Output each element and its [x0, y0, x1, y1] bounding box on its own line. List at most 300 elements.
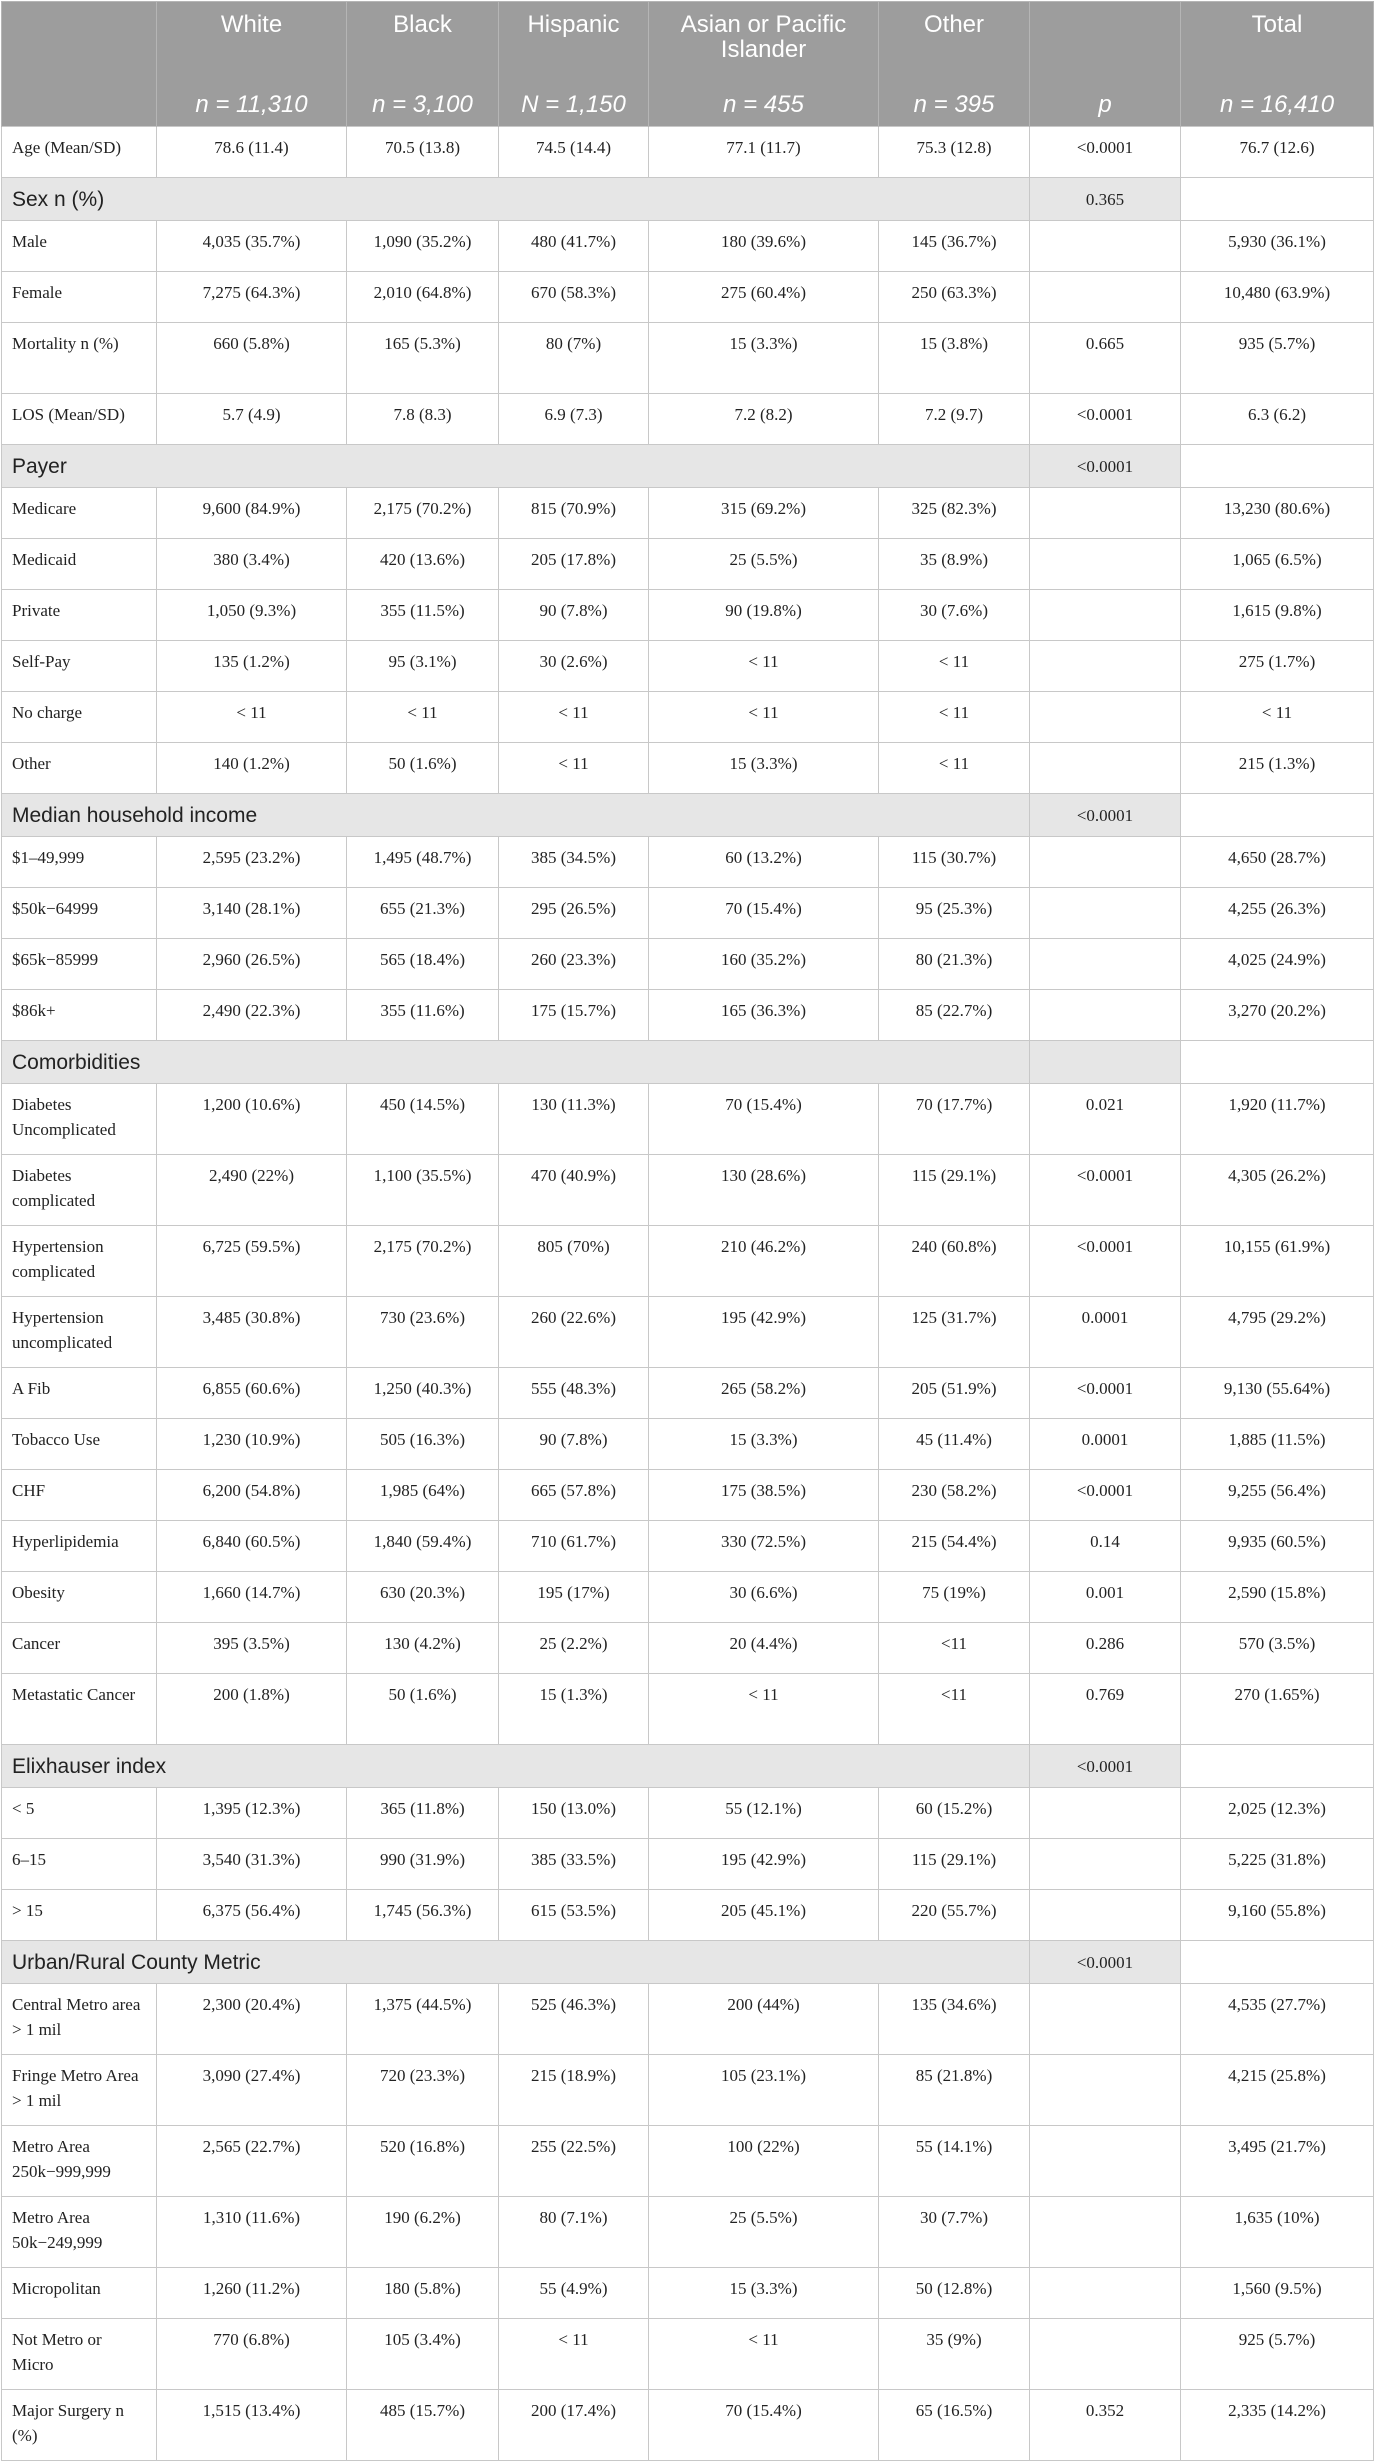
table-row: [2, 1368, 1374, 1419]
row-label: Mortality n (%): [2, 323, 157, 394]
cell-p-value: 0.352: [1030, 2390, 1181, 2461]
cell-hispanic: 150 (13.0%): [499, 1788, 649, 1839]
cell-p-value: 0.0001: [1030, 1419, 1181, 1470]
row-label: Obesity: [2, 1572, 157, 1623]
cell-asian-pacific-islander: 60 (13.2%): [649, 837, 879, 888]
cell-asian-pacific-islander: 100 (22%): [649, 2126, 879, 2197]
cell-white: 2,595 (23.2%): [157, 837, 347, 888]
cell-other: 115 (29.1%): [879, 1839, 1030, 1890]
table-row: [2, 1623, 1374, 1674]
cell-total: 935 (5.7%): [1181, 323, 1374, 394]
cell-other: 325 (82.3%): [879, 488, 1030, 539]
row-label: Hypertension uncomplicated: [2, 1297, 157, 1368]
table-row: [2, 837, 1374, 888]
count-hispanic: N = 1,150: [499, 82, 649, 127]
cell-asian-pacific-islander: 77.1 (11.7): [649, 127, 879, 178]
section-header-row: [2, 794, 1374, 837]
table-row: [2, 1572, 1374, 1623]
cell-other: 215 (54.4%): [879, 1521, 1030, 1572]
cell-asian-pacific-islander: 70 (15.4%): [649, 888, 879, 939]
section-title: Payer: [2, 445, 1030, 488]
cell-white: 2,960 (26.5%): [157, 939, 347, 990]
cell-total: 270 (1.65%): [1181, 1674, 1374, 1745]
cell-white: 1,200 (10.6%): [157, 1084, 347, 1155]
cell-other: 45 (11.4%): [879, 1419, 1030, 1470]
cell-total: 10,155 (61.9%): [1181, 1226, 1374, 1297]
cell-asian-pacific-islander: 15 (3.3%): [649, 1419, 879, 1470]
section-total-blank: [1181, 445, 1374, 488]
cell-p-value: [1030, 743, 1181, 794]
table-row: [2, 1521, 1374, 1572]
cell-hispanic: 15 (1.3%): [499, 1674, 649, 1745]
row-label: > 15: [2, 1890, 157, 1941]
cell-asian-pacific-islander: 180 (39.6%): [649, 221, 879, 272]
row-label: Metastatic Cancer: [2, 1674, 157, 1745]
cell-white: 3,090 (27.4%): [157, 2055, 347, 2126]
cell-asian-pacific-islander: < 11: [649, 1674, 879, 1745]
section-total-blank: [1181, 1941, 1374, 1984]
cell-hispanic: 665 (57.8%): [499, 1470, 649, 1521]
cell-p-value: <0.0001: [1030, 127, 1181, 178]
cell-white: 1,230 (10.9%): [157, 1419, 347, 1470]
cell-other: 125 (31.7%): [879, 1297, 1030, 1368]
cell-asian-pacific-islander: 200 (44%): [649, 1984, 879, 2055]
cell-asian-pacific-islander: 90 (19.8%): [649, 590, 879, 641]
cell-asian-pacific-islander: 175 (38.5%): [649, 1470, 879, 1521]
cell-asian-pacific-islander: 205 (45.1%): [649, 1890, 879, 1941]
cell-white: 200 (1.8%): [157, 1674, 347, 1745]
cell-black: 7.8 (8.3): [347, 394, 499, 445]
cell-other: 145 (36.7%): [879, 221, 1030, 272]
cell-hispanic: 25 (2.2%): [499, 1623, 649, 1674]
cell-total: 76.7 (12.6): [1181, 127, 1374, 178]
cell-black: 165 (5.3%): [347, 323, 499, 394]
cell-hispanic: 80 (7%): [499, 323, 649, 394]
cell-white: 1,660 (14.7%): [157, 1572, 347, 1623]
cell-black: 1,250 (40.3%): [347, 1368, 499, 1419]
cell-white: 9,600 (84.9%): [157, 488, 347, 539]
cell-asian-pacific-islander: 55 (12.1%): [649, 1788, 879, 1839]
cell-total: 275 (1.7%): [1181, 641, 1374, 692]
cell-black: 365 (11.8%): [347, 1788, 499, 1839]
cell-black: 1,090 (35.2%): [347, 221, 499, 272]
cell-total: 215 (1.3%): [1181, 743, 1374, 794]
table-row: [2, 1674, 1374, 1745]
cell-total: 10,480 (63.9%): [1181, 272, 1374, 323]
cell-p-value: 0.769: [1030, 1674, 1181, 1745]
row-label: $50k−64999: [2, 888, 157, 939]
cell-p-value: [1030, 641, 1181, 692]
cell-black: 720 (23.3%): [347, 2055, 499, 2126]
row-label: Diabetes complicated: [2, 1155, 157, 1226]
cell-other: 115 (30.7%): [879, 837, 1030, 888]
section-title: Comorbidities: [2, 1041, 1030, 1084]
cell-black: 520 (16.8%): [347, 2126, 499, 2197]
cell-p-value: [1030, 1984, 1181, 2055]
cell-asian-pacific-islander: 15 (3.3%): [649, 323, 879, 394]
table-row: [2, 1297, 1374, 1368]
cell-total: 4,215 (25.8%): [1181, 2055, 1374, 2126]
cell-white: 395 (3.5%): [157, 1623, 347, 1674]
cell-black: 1,745 (56.3%): [347, 1890, 499, 1941]
cell-black: 70.5 (13.8): [347, 127, 499, 178]
count-asian-pacific-islander: n = 455: [649, 82, 879, 127]
section-header-row: [2, 1041, 1374, 1084]
cell-total: 925 (5.7%): [1181, 2319, 1374, 2390]
cell-total: 4,305 (26.2%): [1181, 1155, 1374, 1226]
cell-hispanic: 555 (48.3%): [499, 1368, 649, 1419]
cell-black: 485 (15.7%): [347, 2390, 499, 2461]
section-total-blank: [1181, 1041, 1374, 1084]
cell-other: 85 (21.8%): [879, 2055, 1030, 2126]
cell-p-value: <0.0001: [1030, 1226, 1181, 1297]
cell-white: 7,275 (64.3%): [157, 272, 347, 323]
cell-asian-pacific-islander: < 11: [649, 641, 879, 692]
cell-asian-pacific-islander: 165 (36.3%): [649, 990, 879, 1041]
cell-white: < 11: [157, 692, 347, 743]
cell-other: 85 (22.7%): [879, 990, 1030, 1041]
row-label: Metro Area 250k−999,999: [2, 2126, 157, 2197]
cell-other: < 11: [879, 743, 1030, 794]
cell-hispanic: 130 (11.3%): [499, 1084, 649, 1155]
row-label: $65k−85999: [2, 939, 157, 990]
cell-white: 3,540 (31.3%): [157, 1839, 347, 1890]
cell-hispanic: 90 (7.8%): [499, 590, 649, 641]
cell-hispanic: < 11: [499, 692, 649, 743]
cell-white: 6,840 (60.5%): [157, 1521, 347, 1572]
cell-total: 9,130 (55.64%): [1181, 1368, 1374, 1419]
cell-black: 1,375 (44.5%): [347, 1984, 499, 2055]
cell-p-value: [1030, 888, 1181, 939]
cell-black: 655 (21.3%): [347, 888, 499, 939]
cell-p-value: [1030, 488, 1181, 539]
cell-p-value: [1030, 272, 1181, 323]
cell-white: 140 (1.2%): [157, 743, 347, 794]
table-row: [2, 539, 1374, 590]
cell-other: 30 (7.7%): [879, 2197, 1030, 2268]
cell-white: 4,035 (35.7%): [157, 221, 347, 272]
cell-black: 50 (1.6%): [347, 743, 499, 794]
section-total-blank: [1181, 794, 1374, 837]
cell-other: < 11: [879, 641, 1030, 692]
cell-p-value: [1030, 2319, 1181, 2390]
table-row: [2, 1984, 1374, 2055]
cell-black: 565 (18.4%): [347, 939, 499, 990]
cell-other: 115 (29.1%): [879, 1155, 1030, 1226]
cell-total: 4,255 (26.3%): [1181, 888, 1374, 939]
row-label: Major Surgery n (%): [2, 2390, 157, 2461]
cell-hispanic: < 11: [499, 743, 649, 794]
table-row: [2, 888, 1374, 939]
cell-total: 5,225 (31.8%): [1181, 1839, 1374, 1890]
cell-white: 2,490 (22.3%): [157, 990, 347, 1041]
cell-white: 5.7 (4.9): [157, 394, 347, 445]
table-header: [2, 2, 1374, 127]
cell-p-value: [1030, 221, 1181, 272]
cell-black: 1,495 (48.7%): [347, 837, 499, 888]
row-label: A Fib: [2, 1368, 157, 1419]
cell-white: 2,565 (22.7%): [157, 2126, 347, 2197]
cell-hispanic: 260 (22.6%): [499, 1297, 649, 1368]
count-other: n = 395: [879, 82, 1030, 127]
cell-asian-pacific-islander: 15 (3.3%): [649, 743, 879, 794]
cell-black: 505 (16.3%): [347, 1419, 499, 1470]
table-row: [2, 2390, 1374, 2461]
cell-p-value: [1030, 590, 1181, 641]
table-row: [2, 2268, 1374, 2319]
cell-black: 105 (3.4%): [347, 2319, 499, 2390]
cell-other: 240 (60.8%): [879, 1226, 1030, 1297]
cell-asian-pacific-islander: 30 (6.6%): [649, 1572, 879, 1623]
cell-hispanic: 710 (61.7%): [499, 1521, 649, 1572]
row-label: Age (Mean/SD): [2, 127, 157, 178]
row-label: Micropolitan: [2, 2268, 157, 2319]
row-label: CHF: [2, 1470, 157, 1521]
cell-white: 1,050 (9.3%): [157, 590, 347, 641]
row-label: No charge: [2, 692, 157, 743]
cell-asian-pacific-islander: 210 (46.2%): [649, 1226, 879, 1297]
row-label: Metro Area 50k−249,999: [2, 2197, 157, 2268]
cell-hispanic: 470 (40.9%): [499, 1155, 649, 1226]
table-row: [2, 1226, 1374, 1297]
cell-hispanic: 670 (58.3%): [499, 272, 649, 323]
header-asian-pacific-islander: Asian or Pacific Islander: [649, 2, 879, 83]
cell-total: 1,885 (11.5%): [1181, 1419, 1374, 1470]
count-black: n = 3,100: [347, 82, 499, 127]
table-row: [2, 1839, 1374, 1890]
cell-p-value: [1030, 939, 1181, 990]
cell-p-value: [1030, 2197, 1181, 2268]
cell-total: 3,495 (21.7%): [1181, 2126, 1374, 2197]
cell-asian-pacific-islander: 25 (5.5%): [649, 539, 879, 590]
cell-hispanic: 195 (17%): [499, 1572, 649, 1623]
cell-total: 2,590 (15.8%): [1181, 1572, 1374, 1623]
cell-p-value: [1030, 539, 1181, 590]
cell-asian-pacific-islander: 265 (58.2%): [649, 1368, 879, 1419]
table-row: [2, 1470, 1374, 1521]
section-header-row: [2, 1941, 1374, 1984]
cell-p-value: 0.14: [1030, 1521, 1181, 1572]
cell-total: 4,650 (28.7%): [1181, 837, 1374, 888]
cell-total: 1,615 (9.8%): [1181, 590, 1374, 641]
cell-white: 6,725 (59.5%): [157, 1226, 347, 1297]
row-label: Not Metro or Micro: [2, 2319, 157, 2390]
cell-hispanic: 90 (7.8%): [499, 1419, 649, 1470]
cell-asian-pacific-islander: 330 (72.5%): [649, 1521, 879, 1572]
cell-other: 35 (9%): [879, 2319, 1030, 2390]
cell-other: <11: [879, 1674, 1030, 1745]
cell-asian-pacific-islander: 70 (15.4%): [649, 2390, 879, 2461]
cell-white: 1,310 (11.6%): [157, 2197, 347, 2268]
table-row: [2, 1788, 1374, 1839]
section-title: Elixhauser index: [2, 1745, 1030, 1788]
cell-p-value: [1030, 2055, 1181, 2126]
cell-p-value: [1030, 692, 1181, 743]
cell-p-value: [1030, 1788, 1181, 1839]
table-row: [2, 2319, 1374, 2390]
cell-p-value: <0.0001: [1030, 1368, 1181, 1419]
cell-other: 7.2 (9.7): [879, 394, 1030, 445]
cell-black: 1,840 (59.4%): [347, 1521, 499, 1572]
cell-black: 2,175 (70.2%): [347, 488, 499, 539]
cell-other: < 11: [879, 692, 1030, 743]
header-p-value: p: [1030, 82, 1181, 127]
cell-other: 65 (16.5%): [879, 2390, 1030, 2461]
cell-other: 30 (7.6%): [879, 590, 1030, 641]
cell-total: 5,930 (36.1%): [1181, 221, 1374, 272]
table-row: [2, 221, 1374, 272]
cell-black: 1,100 (35.5%): [347, 1155, 499, 1226]
cell-hispanic: 30 (2.6%): [499, 641, 649, 692]
cell-other: 95 (25.3%): [879, 888, 1030, 939]
row-label: Central Metro area > 1 mil: [2, 1984, 157, 2055]
cell-black: 355 (11.6%): [347, 990, 499, 1041]
table-row: [2, 127, 1374, 178]
header-white: White: [157, 2, 347, 83]
cell-other: 60 (15.2%): [879, 1788, 1030, 1839]
cell-other: 75.3 (12.8): [879, 127, 1030, 178]
row-label: Other: [2, 743, 157, 794]
row-label: Diabetes Uncomplicated: [2, 1084, 157, 1155]
cell-asian-pacific-islander: 195 (42.9%): [649, 1297, 879, 1368]
cell-hispanic: 525 (46.3%): [499, 1984, 649, 2055]
cell-black: 2,010 (64.8%): [347, 272, 499, 323]
cell-other: 50 (12.8%): [879, 2268, 1030, 2319]
row-label: Female: [2, 272, 157, 323]
cell-total: 13,230 (80.6%): [1181, 488, 1374, 539]
row-label: $86k+: [2, 990, 157, 1041]
cell-asian-pacific-islander: 25 (5.5%): [649, 2197, 879, 2268]
cell-other: 230 (58.2%): [879, 1470, 1030, 1521]
cell-total: 3,270 (20.2%): [1181, 990, 1374, 1041]
section-header-row: [2, 445, 1374, 488]
table-row: [2, 1155, 1374, 1226]
cell-white: 2,490 (22%): [157, 1155, 347, 1226]
section-p-value: <0.0001: [1030, 445, 1181, 488]
row-label: Medicaid: [2, 539, 157, 590]
cell-hispanic: < 11: [499, 2319, 649, 2390]
cell-total: 570 (3.5%): [1181, 1623, 1374, 1674]
row-label: Fringe Metro Area > 1 mil: [2, 2055, 157, 2126]
cell-black: 990 (31.9%): [347, 1839, 499, 1890]
cell-hispanic: 80 (7.1%): [499, 2197, 649, 2268]
section-header-row: [2, 178, 1374, 221]
cell-total: 1,920 (11.7%): [1181, 1084, 1374, 1155]
cell-hispanic: 815 (70.9%): [499, 488, 649, 539]
cell-other: 250 (63.3%): [879, 272, 1030, 323]
table-row: [2, 488, 1374, 539]
cell-hispanic: 295 (26.5%): [499, 888, 649, 939]
section-total-blank: [1181, 1745, 1374, 1788]
cell-white: 6,200 (54.8%): [157, 1470, 347, 1521]
row-label: Private: [2, 590, 157, 641]
cell-white: 1,395 (12.3%): [157, 1788, 347, 1839]
cell-total: 2,335 (14.2%): [1181, 2390, 1374, 2461]
cell-other: 205 (51.9%): [879, 1368, 1030, 1419]
cell-p-value: <0.0001: [1030, 1470, 1181, 1521]
cell-black: 50 (1.6%): [347, 1674, 499, 1745]
row-label: Cancer: [2, 1623, 157, 1674]
cell-p-value: [1030, 990, 1181, 1041]
cell-black: < 11: [347, 692, 499, 743]
cell-total: 4,025 (24.9%): [1181, 939, 1374, 990]
cell-black: 450 (14.5%): [347, 1084, 499, 1155]
cell-hispanic: 480 (41.7%): [499, 221, 649, 272]
cell-total: 6.3 (6.2): [1181, 394, 1374, 445]
cell-other: 220 (55.7%): [879, 1890, 1030, 1941]
cell-hispanic: 805 (70%): [499, 1226, 649, 1297]
cell-black: 95 (3.1%): [347, 641, 499, 692]
table-row: [2, 2126, 1374, 2197]
table-row: [2, 692, 1374, 743]
cell-white: 6,375 (56.4%): [157, 1890, 347, 1941]
row-label: LOS (Mean/SD): [2, 394, 157, 445]
section-title: Urban/Rural County Metric: [2, 1941, 1030, 1984]
cell-total: 1,635 (10%): [1181, 2197, 1374, 2268]
table-row: [2, 1890, 1374, 1941]
cell-p-value: [1030, 2268, 1181, 2319]
cell-asian-pacific-islander: 105 (23.1%): [649, 2055, 879, 2126]
cell-hispanic: 255 (22.5%): [499, 2126, 649, 2197]
row-label: < 5: [2, 1788, 157, 1839]
cell-white: 1,260 (11.2%): [157, 2268, 347, 2319]
cell-asian-pacific-islander: 20 (4.4%): [649, 1623, 879, 1674]
table-row: [2, 2055, 1374, 2126]
cell-white: 770 (6.8%): [157, 2319, 347, 2390]
cell-other: 35 (8.9%): [879, 539, 1030, 590]
table-row: [2, 939, 1374, 990]
cell-black: 180 (5.8%): [347, 2268, 499, 2319]
cell-p-value: 0.001: [1030, 1572, 1181, 1623]
cell-hispanic: 200 (17.4%): [499, 2390, 649, 2461]
cell-hispanic: 74.5 (14.4): [499, 127, 649, 178]
header-p-blank: [1030, 2, 1181, 83]
header-other: Other: [879, 2, 1030, 83]
table-row: [2, 323, 1374, 394]
cell-p-value: [1030, 837, 1181, 888]
cell-total: 4,795 (29.2%): [1181, 1297, 1374, 1368]
count-label-cell: [2, 82, 157, 127]
cell-total: 9,935 (60.5%): [1181, 1521, 1374, 1572]
section-p-value: <0.0001: [1030, 1745, 1181, 1788]
cell-other: 80 (21.3%): [879, 939, 1030, 990]
cell-other: 55 (14.1%): [879, 2126, 1030, 2197]
cell-black: 355 (11.5%): [347, 590, 499, 641]
count-total: n = 16,410: [1181, 82, 1374, 127]
cell-total: < 11: [1181, 692, 1374, 743]
cell-black: 630 (20.3%): [347, 1572, 499, 1623]
section-header-row: [2, 1745, 1374, 1788]
cell-other: 70 (17.7%): [879, 1084, 1030, 1155]
header-group-row: [2, 2, 1374, 83]
cell-white: 660 (5.8%): [157, 323, 347, 394]
section-p-value: <0.0001: [1030, 794, 1181, 837]
cell-asian-pacific-islander: 70 (15.4%): [649, 1084, 879, 1155]
cell-asian-pacific-islander: 160 (35.2%): [649, 939, 879, 990]
table-row: [2, 1084, 1374, 1155]
cell-hispanic: 615 (53.5%): [499, 1890, 649, 1941]
cell-asian-pacific-islander: 275 (60.4%): [649, 272, 879, 323]
cell-total: 9,160 (55.8%): [1181, 1890, 1374, 1941]
cell-black: 730 (23.6%): [347, 1297, 499, 1368]
row-label: Self-Pay: [2, 641, 157, 692]
row-label: $1–49,999: [2, 837, 157, 888]
cell-total: 1,560 (9.5%): [1181, 2268, 1374, 2319]
row-label: Tobacco Use: [2, 1419, 157, 1470]
cell-p-value: <0.0001: [1030, 394, 1181, 445]
row-label: Medicare: [2, 488, 157, 539]
cell-hispanic: 205 (17.8%): [499, 539, 649, 590]
